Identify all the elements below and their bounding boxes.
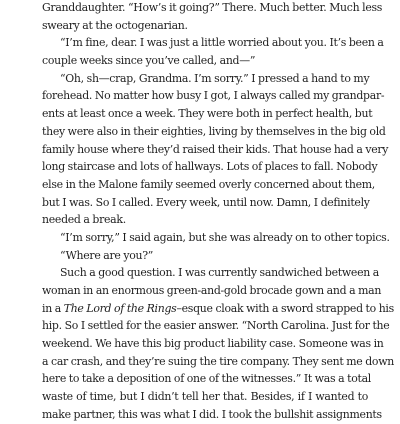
passage-line: family house where they’d raised their kids. That house had a very [42, 142, 389, 156]
passage-line: forehead. No matter how busy I got, I always called my grandpar- [42, 89, 385, 103]
passage-line: weekend. We have this big product liability case. Someone was in [42, 337, 384, 351]
passage-line-cut-off: make partner, this was what I did. I took the bullshit assignments [42, 407, 382, 421]
book-title-italic: The Lord of the Rings [63, 301, 177, 315]
passage-line: “Where are you?” [60, 248, 154, 262]
passage-line: “I’m sorry,” I said again, but she was already on to other topics. [60, 230, 390, 244]
passage-line: but I was. So I called. Every week, until now. Damn, I definitely [42, 195, 370, 209]
passage-line: sweary at the octogenarian. [42, 18, 188, 32]
passage-line: “I’m fine, dear. I was just a little worried about you. It’s been a [60, 36, 384, 50]
passage-line: else in the Malone family seemed overly concerned about them, [42, 177, 375, 191]
passage-line: Granddaughter. “How’s it going?” There. Much better. Much less [42, 1, 383, 14]
passage-line: waste of time, but I didn’t tell her that. Besides, if I wanted to [42, 390, 368, 404]
passage-text [42, 0, 394, 421]
passage-line: needed a break. [42, 213, 126, 227]
passage-line: woman in an enormous green-and-gold brocade gown and a man [42, 284, 382, 297]
passage-line: ents at least once a week. They were both in perfect health, but [42, 107, 373, 121]
passage-line: a car crash, and they’re suing the tire company. They sent me down [42, 354, 394, 368]
passage-line: here to take a deposition of one of the witnesses.” It was a total [42, 372, 371, 386]
passage-line-end: –esque cloak with a sword strapped to his [176, 301, 394, 315]
passage-line: Such a good question. I was currently sandwiched between a [60, 266, 379, 280]
passage-line: couple weeks since you’ve called, and—” [42, 54, 256, 68]
passage-line: they were also in their eighties, living by themselves in the big old [42, 124, 386, 138]
passage-line: “Oh, sh—crap, Grandma. I’m sorry.” I pressed a hand to my [60, 71, 370, 85]
passage-line: hip. So I settled for the easier answer. “North Carolina. Just for the [42, 319, 390, 333]
passage-line-start: in a [42, 301, 64, 315]
passage-line: long staircase and lots of hallways. Lots of places to fall. Nobody [42, 160, 378, 174]
passage-line [42, 300, 394, 318]
